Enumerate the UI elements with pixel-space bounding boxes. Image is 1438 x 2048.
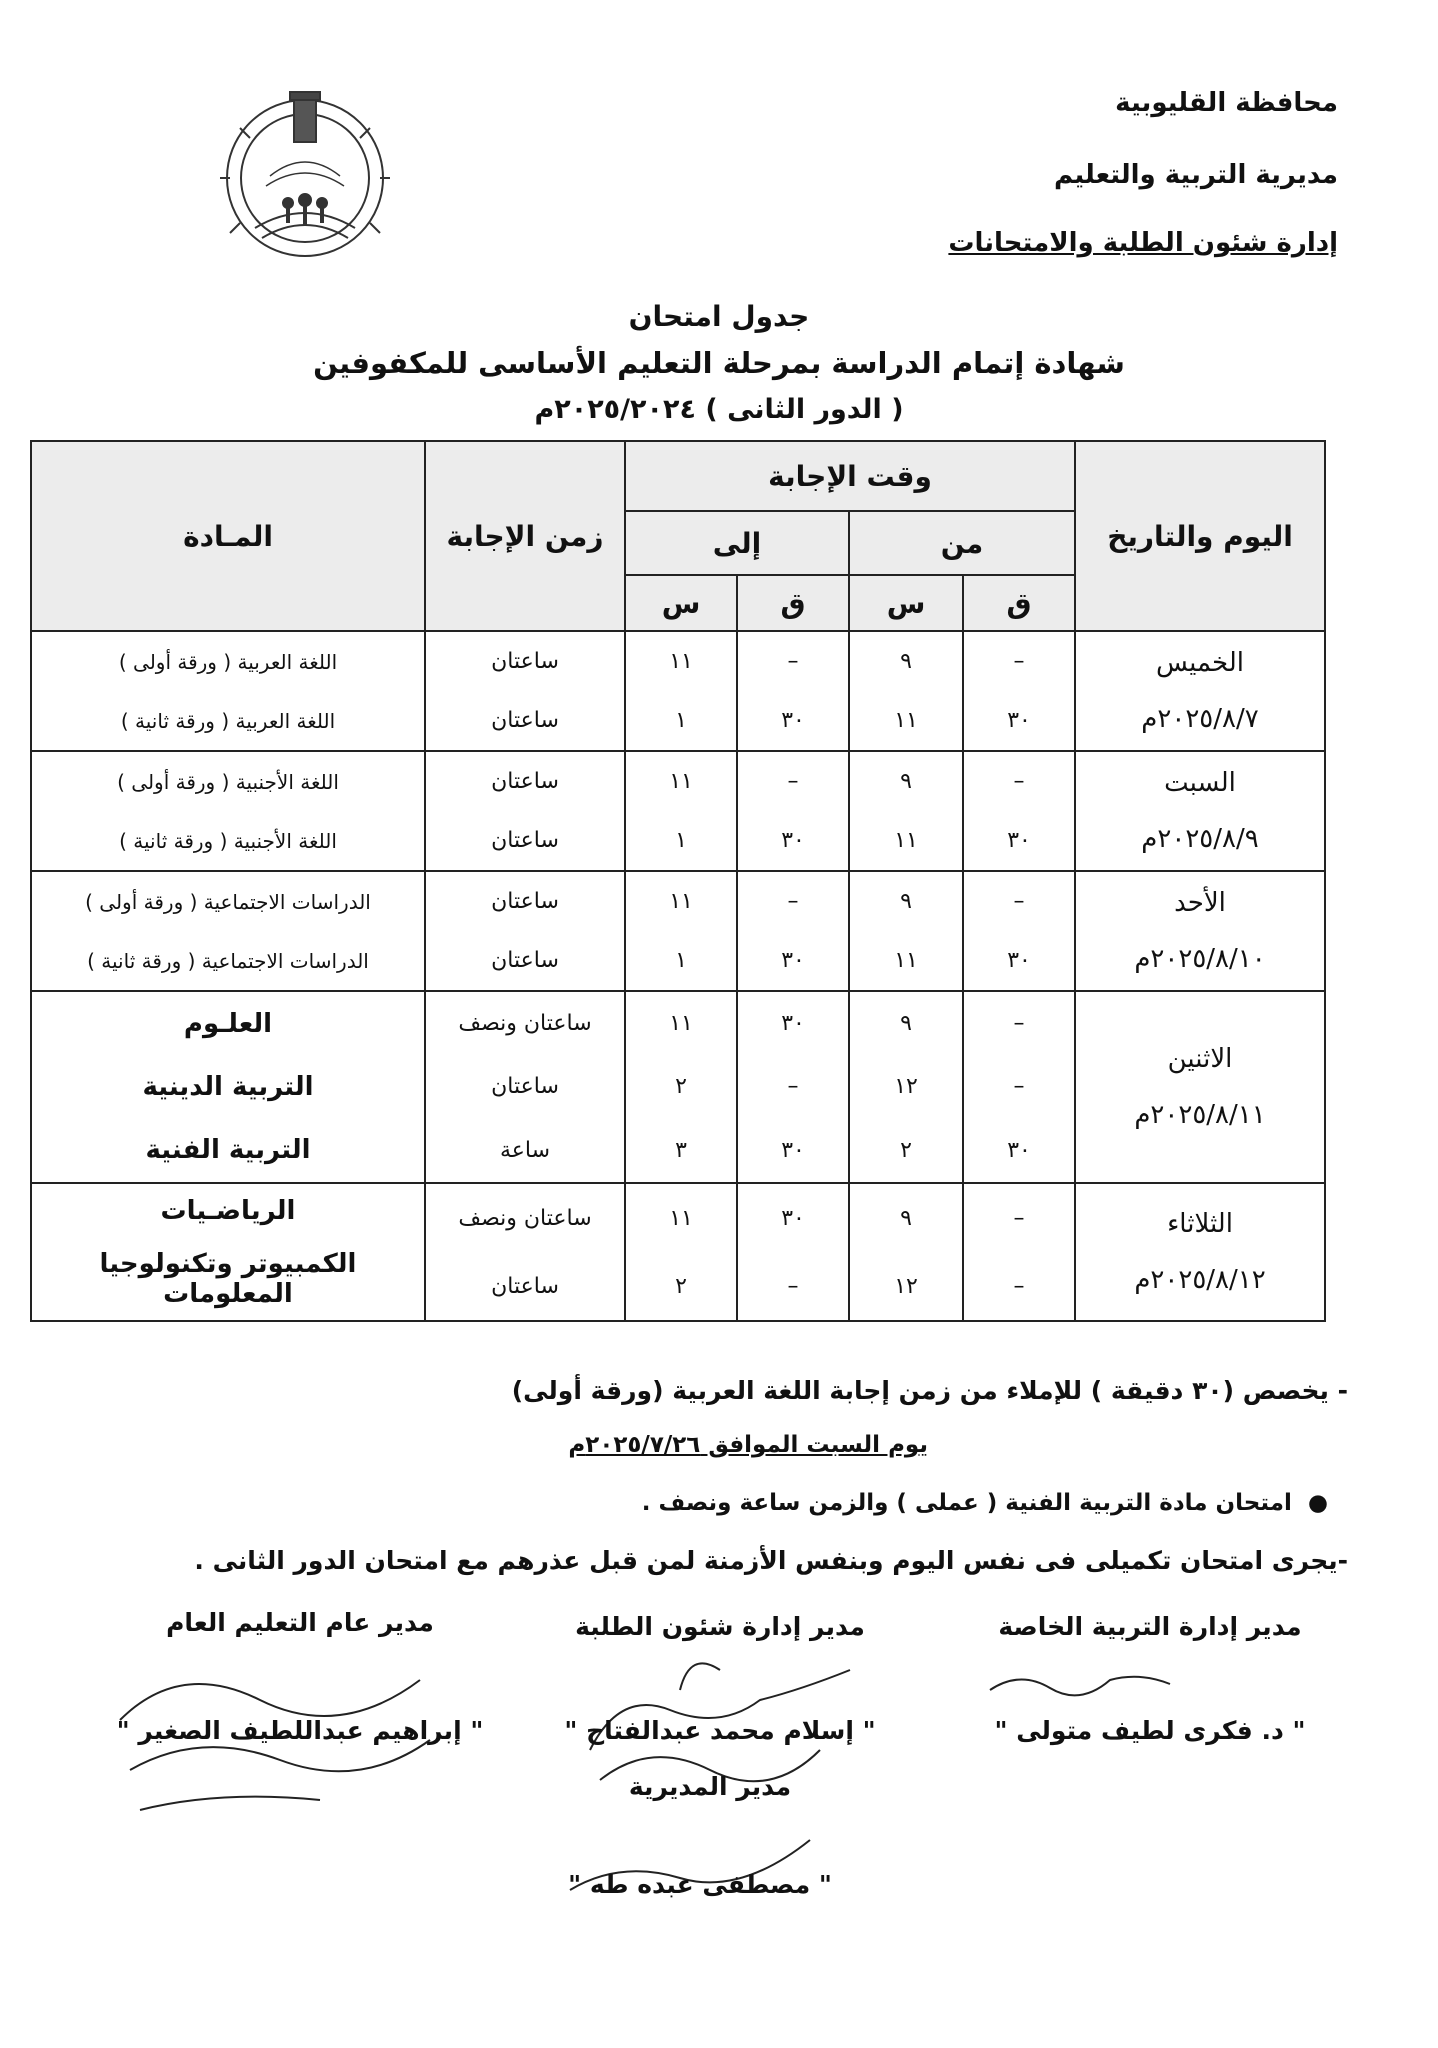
- cell-to-minute: ٣٠: [781, 828, 805, 853]
- cell-duration: ساعتان: [491, 649, 559, 674]
- header-day-date: اليوم والتاريخ: [1075, 441, 1325, 631]
- cell-from-hour: ١١: [894, 708, 918, 733]
- cell-to-minute: ٣٠: [781, 948, 805, 973]
- cell-to-minute: ٣٠: [781, 708, 805, 733]
- cell-from-hour: ٩: [900, 649, 912, 674]
- cell-subject: اللغة الأجنبية ( ورقة ثانية ): [119, 828, 337, 853]
- cell-to-hour: ١١: [669, 1011, 693, 1037]
- cell-duration: ساعتان: [491, 1273, 559, 1299]
- cell-from-hour: ١١: [894, 828, 918, 853]
- cell-from-hour: ٩: [900, 769, 912, 794]
- header-to-minute: ق: [737, 575, 849, 631]
- cell-to-minute: ٣٠: [781, 1205, 805, 1231]
- cell-subject: الرياضـيات: [160, 1195, 296, 1226]
- cell-to-hour: ٣: [675, 1137, 687, 1163]
- cell-subject: العلـوم: [183, 1008, 273, 1039]
- directorate-name: مديرية التربية والتعليم: [1053, 160, 1338, 190]
- cell-subject: اللغة الأجنبية ( ورقة أولى ): [117, 769, 339, 794]
- header-from-minute: ق: [963, 575, 1075, 631]
- cell-from-minute: –: [1013, 1205, 1025, 1231]
- row-date: ٢٠٢٥/٨/٩م: [1141, 824, 1259, 854]
- cell-from-hour: ٢: [900, 1137, 912, 1163]
- cell-from-hour: ١١: [894, 948, 918, 973]
- cell-from-minute: –: [1013, 769, 1025, 794]
- cell-from-minute: –: [1013, 1273, 1025, 1299]
- bullet-icon: ●: [1291, 1490, 1328, 1516]
- cell-to-minute: –: [787, 1074, 799, 1100]
- row-day: الثلاثاء: [1167, 1209, 1233, 1239]
- cell-duration: ساعة: [499, 1137, 551, 1163]
- cell-from-minute: –: [1013, 649, 1025, 674]
- row-day: الأحد: [1174, 888, 1226, 918]
- student-affairs-name: " إسلام محمد عبدالفتاح ": [564, 1716, 876, 1745]
- title-line-3: ( الدور الثانى ) ٢٠٢٥/٢٠٢٤م: [534, 394, 904, 425]
- table-row: [31, 631, 1325, 751]
- cell-from-minute: –: [1013, 889, 1025, 914]
- general-ed-title: مدير عام التعليم العام: [166, 1608, 434, 1637]
- cell-from-hour: ٩: [900, 1011, 912, 1037]
- cell-subject: اللغة العربية ( ورقة أولى ): [118, 649, 338, 674]
- title-line-2: شهادة إتمام الدراسة بمرحلة التعليم الأساسى للمكفوفين: [313, 346, 1125, 380]
- cell-duration: ساعتان: [491, 828, 559, 853]
- cell-from-minute: ٣٠: [1007, 1137, 1031, 1163]
- row-day: الاثنين: [1167, 1044, 1233, 1074]
- cell-from-hour: ٩: [900, 1205, 912, 1231]
- header-to: إلى: [625, 511, 849, 575]
- cell-to-hour: ١١: [669, 769, 693, 794]
- row-date: ٢٠٢٥/٨/١٠م: [1134, 944, 1266, 974]
- table-row: [31, 991, 1325, 1183]
- cell-from-hour: ١٢: [894, 1074, 918, 1100]
- cell-subject: الدراسات الاجتماعية ( ورقة أولى ): [85, 889, 371, 914]
- cell-duration: ساعتان: [491, 769, 559, 794]
- cell-duration: ساعتان ونصف: [458, 1011, 592, 1037]
- cell-duration: ساعتان: [491, 889, 559, 914]
- cell-from-minute: –: [1013, 1074, 1025, 1100]
- special-ed-signature: [980, 1650, 1180, 1710]
- cell-to-minute: –: [787, 649, 799, 674]
- cell-duration: ساعتان ونصف: [458, 1205, 592, 1231]
- table-row: [31, 751, 1325, 871]
- cell-to-hour: ١١: [669, 649, 693, 674]
- special-ed-name: " د. فكرى لطيف متولى ": [994, 1716, 1306, 1745]
- directorate-name-sign: " مصطفى عبده طه ": [568, 1870, 832, 1899]
- cell-to-minute: –: [787, 889, 799, 914]
- row-day: الخميس: [1156, 648, 1244, 678]
- header-subject: المـادة: [31, 441, 425, 631]
- note-makeup-exam: -يجرى امتحان تكميلى فى نفس اليوم وبنفس الأزمنة لمن قبل عذرهم مع امتحان الدور الثانى .: [194, 1546, 1348, 1575]
- governorate-name: محافظة القليوبية: [1115, 88, 1338, 118]
- cell-to-hour: ١: [675, 948, 687, 973]
- header-from-hour: س: [849, 575, 963, 631]
- cell-to-minute: –: [787, 769, 799, 794]
- row-date: ٢٠٢٥/٨/١١م: [1134, 1100, 1266, 1130]
- row-date: ٢٠٢٥/٨/٧م: [1141, 704, 1259, 734]
- special-ed-title: مدير إدارة التربية الخاصة: [998, 1612, 1302, 1641]
- cell-from-minute: ٣٠: [1007, 828, 1031, 853]
- exam-schedule-table: [30, 440, 1326, 1322]
- student-affairs-title: مدير إدارة شئون الطلبة: [575, 1612, 865, 1641]
- department-name: إدارة شئون الطلبة والامتحانات: [948, 228, 1338, 258]
- cell-to-hour: ٢: [675, 1273, 687, 1299]
- cell-to-hour: ١١: [669, 1205, 693, 1231]
- table-row: [31, 871, 1325, 991]
- directorate-title: مدير المديرية: [628, 1772, 792, 1801]
- note-art-practical: ● امتحان مادة التربية الفنية ( عملى ) والزمن ساعة ونصف .: [641, 1490, 1328, 1516]
- table-row: [31, 1183, 1325, 1321]
- note-dictation-date: يوم السبت الموافق ٢٠٢٥/٧/٢٦م: [568, 1432, 928, 1458]
- row-day: السبت: [1164, 768, 1236, 798]
- header-duration: زمن الإجابة: [425, 441, 625, 631]
- general-ed-name: " إبراهيم عبداللطيف الصغير ": [116, 1716, 484, 1745]
- cell-from-minute: ٣٠: [1007, 948, 1031, 973]
- cell-to-hour: ٢: [675, 1074, 687, 1100]
- header-answer-time: وقت الإجابة: [625, 441, 1075, 511]
- header-from: من: [849, 511, 1075, 575]
- row-date: ٢٠٢٥/٨/١٢م: [1134, 1265, 1266, 1295]
- cell-subject: الدراسات الاجتماعية ( ورقة ثانية ): [87, 948, 369, 973]
- cell-subject: الكمبيوتر وتكنولوجيا المعلومات: [99, 1248, 357, 1309]
- cell-to-minute: ٣٠: [781, 1011, 805, 1037]
- header-to-hour: س: [625, 575, 737, 631]
- cell-subject: التربية الفنية: [145, 1135, 311, 1166]
- cell-to-hour: ١: [675, 828, 687, 853]
- cell-to-minute: ٣٠: [781, 1137, 805, 1163]
- cell-duration: ساعتان: [491, 708, 559, 733]
- cell-from-hour: ٩: [900, 889, 912, 914]
- directorate-seal-icon: [210, 78, 400, 268]
- cell-subject: التربية الدينية: [142, 1071, 314, 1102]
- title-line-1: جدول امتحان: [628, 300, 810, 333]
- cell-subject: اللغة العربية ( ورقة ثانية ): [120, 708, 336, 733]
- cell-duration: ساعتان: [491, 1074, 559, 1100]
- cell-from-minute: –: [1013, 1011, 1025, 1037]
- cell-from-minute: ٣٠: [1007, 708, 1031, 733]
- cell-duration: ساعتان: [491, 948, 559, 973]
- cell-from-hour: ١٢: [894, 1273, 918, 1299]
- cell-to-hour: ١١: [669, 889, 693, 914]
- note-dictation: - يخصص (٣٠ دقيقة ) للإملاء من زمن إجابة اللغة العربية (ورقة أولى): [511, 1376, 1348, 1405]
- cell-to-minute: –: [787, 1273, 799, 1299]
- cell-to-hour: ١: [675, 708, 687, 733]
